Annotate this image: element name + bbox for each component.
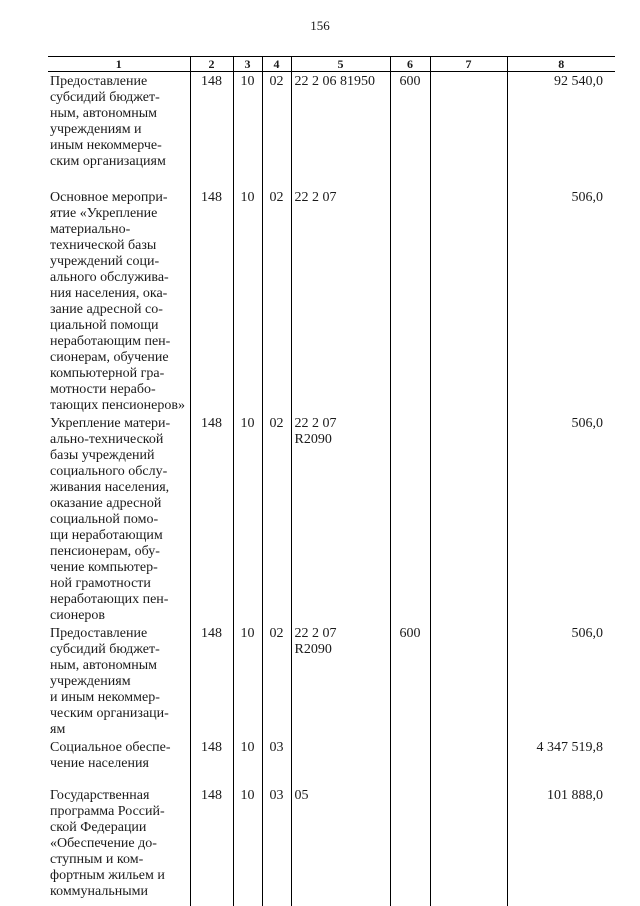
target-article-line: R2090 [294,431,332,447]
row-name-cell [48,72,190,188]
table-row [48,414,615,624]
target-article-cell [291,738,390,786]
row-name-line: ным, автономным [50,657,158,673]
page-number: 156 [310,18,330,33]
section-code-cell: 10 [233,72,262,188]
expense-type-cell [390,188,430,414]
subsection-code-cell: 02 [262,624,291,738]
column-7-cell [430,414,507,624]
row-name-line: и иным некоммер- [50,689,160,705]
row-name-line: чение компьютер- [50,559,158,575]
row-name-line: ального обслужива- [50,269,169,285]
target-article-cell [291,786,390,906]
row-name-line: сионеров [50,607,106,623]
column-7-cell [430,786,507,906]
table-row [48,786,615,906]
expense-type-cell [390,786,430,906]
header-col-7: 7 [430,57,507,72]
header-col-1: 1 [48,57,190,72]
row-name-line: ным, автономным [50,106,158,121]
row-name-line: социальной помо- [50,511,159,527]
row-name-cell [48,786,190,906]
row-name-line: живания населения, [50,479,170,495]
row-name-cell [48,414,190,624]
row-name-line: «Обеспечение до- [50,835,157,851]
row-name-line: материально- [50,221,131,237]
row-name-line: пенсионерам, обу- [50,543,160,559]
row-name-line: субсидий бюджет- [50,641,160,657]
section-code-cell: 10 [233,786,262,906]
column-7-cell [430,72,507,188]
row-name-line: коммунальными [50,883,148,899]
expense-type-cell [390,414,430,624]
target-article-line: 22 2 07 [294,415,337,431]
row-name-line: Социальное обеспе- [50,739,171,755]
table-row [48,738,615,786]
subsection-code-cell: 03 [262,786,291,906]
header-col-2: 2 [190,57,233,72]
ministry-code-cell: 148 [190,786,233,906]
amount-cell: 506,0 [507,624,615,738]
subsection-code-cell: 03 [262,738,291,786]
row-name-line: иным некоммерче- [50,138,162,153]
row-name-line: мотности нерабо- [50,381,156,397]
row-name-line: ским организациям [50,154,166,169]
row-name-line: технической базы [50,237,157,253]
row-name-line: зание адресной со- [50,301,163,317]
column-7-cell [430,738,507,786]
ministry-code-cell: 148 [190,624,233,738]
row-name-line: ческим организаци- [50,705,169,721]
amount-cell: 506,0 [507,414,615,624]
row-name-line: учреждениям и [50,122,142,137]
row-name-line: ятие «Укрепление [50,205,158,221]
section-code-cell: 10 [233,624,262,738]
section-code-cell: 10 [233,738,262,786]
budget-table [48,56,615,906]
row-name-line: ступным и ком- [50,851,144,867]
section-code-cell: 10 [233,188,262,414]
row-name-line: социального обслу- [50,463,168,479]
row-name-line: щи неработающим [50,527,163,543]
row-name-line: ально-технической [50,431,164,447]
row-name-line: неработающим пен- [50,333,171,349]
table-row [48,72,615,188]
table-row [48,188,615,414]
row-name-line: ния населения, ока- [50,285,168,301]
ministry-code-cell: 148 [190,414,233,624]
expense-type-cell [390,738,430,786]
row-name-cell [48,624,190,738]
row-name-line: Укрепление матери- [50,415,171,431]
table-body [48,72,615,906]
row-name-line: ской Федерации [50,819,147,835]
target-article-cell [291,188,390,414]
expense-type-cell: 600 [390,72,430,188]
row-name-line: компьютерной гра- [50,365,165,381]
ministry-code-cell: 148 [190,72,233,188]
target-article-cell [291,414,390,624]
row-name-line: субсидий бюджет- [50,90,160,105]
target-article-line: R2090 [294,641,332,657]
target-article-line: 22 2 07 [294,625,337,641]
header-row [48,57,615,72]
subsection-code-cell: 02 [262,72,291,188]
amount-cell: 101 888,0 [507,786,615,906]
subsection-code-cell: 02 [262,188,291,414]
ministry-code-cell: 148 [190,738,233,786]
row-name-line: Государственная [50,787,150,803]
subsection-code-cell: 02 [262,414,291,624]
row-name-line: учреждений соци- [50,253,160,269]
amount-cell: 4 347 519,8 [507,738,615,786]
row-name-line: учреждениям [50,673,131,689]
row-name-line: циальной помощи [50,317,159,333]
row-name-line: тающих пенсионеров» [50,397,185,413]
target-article-line: 22 2 06 81950 [294,74,375,89]
target-article-line: 05 [294,787,309,803]
column-7-cell [430,188,507,414]
row-name-line: Предоставление [50,74,148,89]
row-name-line: ной грамотности [50,575,151,591]
header-col-8: 8 [507,57,615,72]
row-name-line: оказание адресной [50,495,162,511]
row-name-line: сионерам, обучение [50,349,169,365]
row-name-line: ям [50,721,66,737]
row-name-line: Основное меропри- [50,189,168,205]
target-article-cell [291,72,390,188]
row-name-line: фортным жильем и [50,867,165,883]
header-col-3: 3 [233,57,262,72]
row-name-cell [48,738,190,786]
row-name-line: программа Россий- [50,803,165,819]
ministry-code-cell: 148 [190,188,233,414]
target-article-line: 22 2 07 [294,189,337,205]
row-name-line: чение населения [50,755,149,771]
section-code-cell: 10 [233,414,262,624]
row-name-cell [48,188,190,414]
expense-type-cell: 600 [390,624,430,738]
column-7-cell [430,624,507,738]
header-col-6: 6 [390,57,430,72]
table-row [48,624,615,738]
target-article-cell [291,624,390,738]
row-name-line: Предоставление [50,625,148,641]
amount-cell: 506,0 [507,188,615,414]
row-name-line: базы учреждений [50,447,155,463]
amount-cell: 92 540,0 [507,72,615,188]
row-name-line: неработающих пен- [50,591,169,607]
header-col-5: 5 [291,57,390,72]
header-col-4: 4 [262,57,291,72]
